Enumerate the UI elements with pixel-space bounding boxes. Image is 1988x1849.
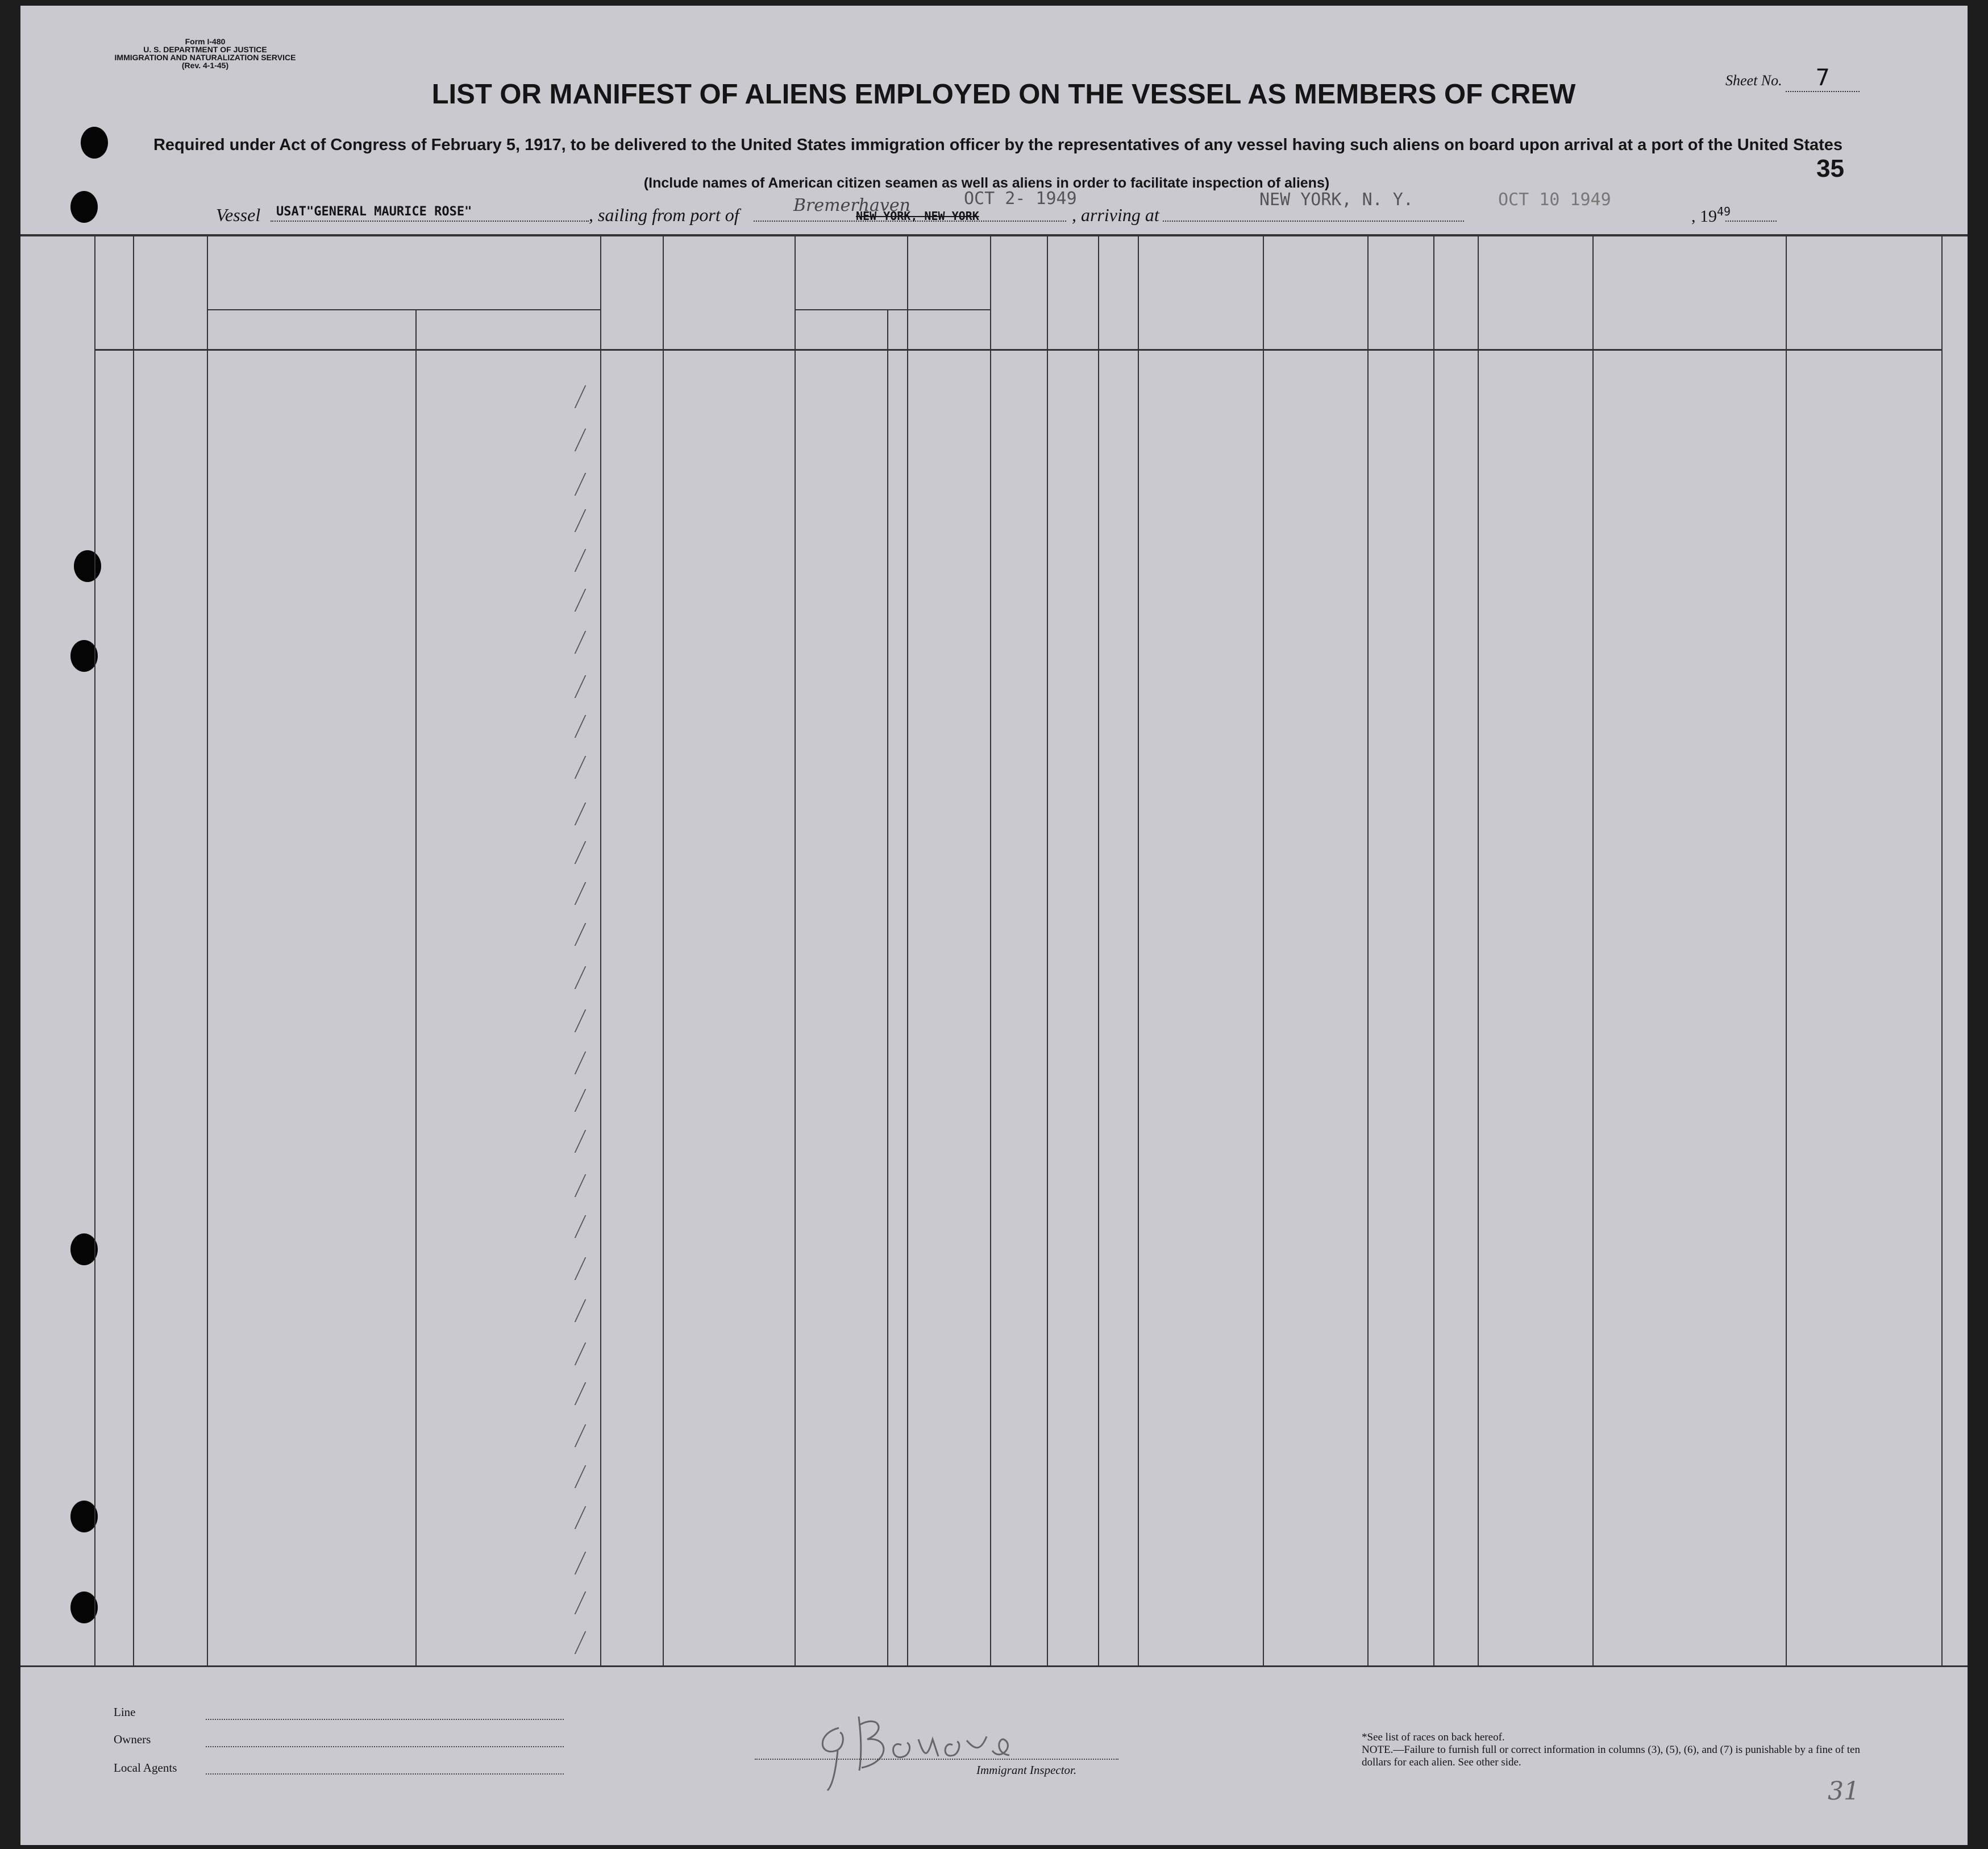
check-mark	[575, 923, 606, 946]
column-header-label	[1436, 265, 1475, 346]
column-header-label	[602, 265, 660, 346]
column-number	[1592, 248, 1786, 265]
page-title: LIST OR MANIFEST OF ALIENS EMPLOYED ON THE VESSEL AS MEMBERS OF CREW	[431, 79, 1576, 110]
column-header-label	[1370, 265, 1431, 346]
check-mark	[575, 1089, 606, 1112]
check-mark	[575, 1506, 606, 1529]
check-mark	[575, 1343, 606, 1365]
check-mark	[575, 509, 606, 532]
year-field: , $19^{49}$	[1691, 205, 1731, 226]
check-mark	[575, 1215, 606, 1238]
arriving-label: , arriving at	[1072, 205, 1159, 225]
check-mark	[575, 966, 606, 989]
dotted-line	[1725, 221, 1777, 222]
column-subheader-label	[795, 310, 887, 347]
check-mark	[575, 631, 606, 654]
inclusion-note: (Include names of American citizen seamen as well as aliens in order to facilitate inspection of aliens)	[643, 175, 1330, 191]
vessel-label: Vessel	[216, 205, 261, 225]
table-row	[20, 626, 1968, 670]
table-row	[20, 1211, 1968, 1254]
check-mark	[575, 841, 606, 864]
column-number	[907, 248, 990, 265]
requirement-text: Required under Act of Congress of February 5, 1917, to be delivered to the United States immigration officer by the representatives of any vessel having such aliens on board upon arrival at a port of the United States	[153, 136, 1843, 154]
punch-hole	[81, 127, 108, 159]
check-mark	[575, 1299, 606, 1322]
table-row	[20, 962, 1968, 1005]
table-row	[20, 710, 1968, 754]
column-subheader-label	[887, 310, 907, 347]
sailing-date-stamp: OCT 2- 1949	[964, 189, 1077, 209]
column-number	[1098, 248, 1138, 265]
table-row	[20, 837, 1968, 880]
check-mark	[575, 1552, 606, 1574]
check-mark	[575, 675, 606, 698]
column-header-label	[1595, 265, 1783, 346]
table-row	[20, 381, 1968, 424]
column-header-label	[1140, 265, 1261, 346]
check-mark	[575, 1052, 606, 1074]
column-header-label	[665, 265, 792, 346]
column-number	[1433, 248, 1478, 265]
vessel-name: USAT"GENERAL MAURICE ROSE"	[276, 205, 472, 219]
check-mark	[575, 1130, 606, 1153]
table-row	[20, 1461, 1968, 1504]
dotted-line	[206, 1719, 564, 1720]
column-number	[990, 248, 1047, 265]
check-mark	[575, 429, 606, 451]
column-number	[1047, 248, 1098, 265]
table-row	[20, 1547, 1968, 1590]
table-row	[20, 584, 1968, 628]
column-header-label	[992, 265, 1045, 346]
table-row	[20, 1125, 1968, 1169]
table-row	[20, 505, 1968, 548]
column-header-label	[1049, 265, 1096, 346]
table-row	[20, 1587, 1968, 1630]
check-mark	[575, 1592, 606, 1614]
check-mark	[575, 882, 606, 905]
header-bottom-rule	[94, 349, 1941, 351]
inspector-label: Immigrant Inspector.	[976, 1763, 1077, 1777]
line-label: Line	[114, 1705, 136, 1719]
footnote: *See list of races on back hereof. NOTE.—Failure to furnish full or correct information in columns (3), (5), (6), and (7) is punishable by a fine of ten dollars for each alien. See other side.	[1362, 1731, 1860, 1768]
check-mark	[575, 1009, 606, 1032]
column-header-label	[1265, 265, 1365, 346]
table-row	[20, 878, 1968, 921]
column-number	[600, 248, 663, 265]
table-row	[20, 798, 1968, 841]
check-mark	[575, 1465, 606, 1488]
table-row	[20, 919, 1968, 962]
form-identifier: Form I-480 U. S. DEPARTMENT OF JUSTICE IMMIGRATION AND NATURALIZATION SERVICE (Rev. 4-1-45)	[114, 37, 296, 70]
owners-label: Owners	[114, 1732, 151, 1746]
column-number	[1263, 248, 1367, 265]
table-row	[20, 1295, 1968, 1338]
column-header-label	[1788, 265, 1939, 346]
column-number	[133, 248, 207, 265]
check-mark	[575, 1382, 606, 1405]
check-mark	[575, 385, 606, 408]
check-mark	[575, 1424, 606, 1447]
local-agents-label: Local Agents	[114, 1761, 177, 1775]
dotted-line	[271, 221, 589, 222]
arrival-port-stamp: NEW YORK, N. Y.	[1259, 190, 1413, 210]
column-subheader-label	[415, 310, 600, 347]
check-mark	[575, 803, 606, 825]
column-number	[94, 248, 133, 265]
dotted-line	[206, 1746, 564, 1747]
table-row	[20, 1047, 1968, 1090]
dotted-line	[1163, 221, 1464, 222]
check-mark	[575, 473, 606, 496]
table-row	[20, 1170, 1968, 1213]
column-header-label	[1100, 265, 1136, 346]
column-number	[1478, 248, 1592, 265]
column-header-label	[135, 265, 205, 346]
column-header-label	[97, 265, 131, 346]
check-mark	[575, 1631, 606, 1654]
check-mark	[575, 549, 606, 572]
table-row	[20, 1338, 1968, 1381]
port-of-sailing: NEW YORK, NEW YORK	[856, 209, 979, 223]
handwritten-port: Bremerhaven	[793, 196, 910, 215]
column-number	[1367, 248, 1433, 265]
column-number	[795, 248, 907, 265]
manifest-sheet	[20, 6, 1968, 1845]
dotted-line	[206, 1773, 564, 1775]
table-row	[20, 751, 1968, 795]
table-row	[20, 1378, 1968, 1421]
sheet-number: Sheet No. 7	[1725, 65, 1860, 92]
table-row	[20, 671, 1968, 714]
table-row	[20, 1420, 1968, 1463]
table-row	[20, 1253, 1968, 1296]
table-row	[20, 1627, 1968, 1670]
check-mark	[575, 715, 606, 738]
table-row	[20, 1005, 1968, 1048]
table-row	[20, 424, 1968, 467]
inspector-signature	[805, 1705, 1078, 1796]
dotted-line	[755, 1759, 1118, 1760]
check-mark	[575, 756, 606, 779]
check-mark	[575, 589, 606, 612]
column-header-label	[1480, 265, 1590, 346]
punch-hole	[70, 191, 98, 223]
column-number	[663, 248, 795, 265]
column-header-label	[795, 265, 907, 308]
table-top-rule	[20, 234, 1968, 236]
check-mark	[575, 1174, 606, 1197]
sailing-label: , sailing from port of	[589, 205, 739, 225]
column-header-label	[207, 265, 600, 308]
column-number	[1138, 248, 1263, 265]
handwritten-number: 31	[1828, 1777, 1860, 1806]
table-row	[20, 1502, 1968, 1545]
column-header-label	[909, 265, 988, 346]
column-number	[207, 248, 600, 265]
column-number	[1786, 248, 1941, 265]
stamped-page-number: 35	[1816, 155, 1844, 182]
table-row	[20, 545, 1968, 588]
arrival-date-stamp: OCT 10 1949	[1498, 190, 1611, 210]
column-subheader-label	[207, 310, 415, 347]
table-row	[20, 1085, 1968, 1128]
check-mark	[575, 1257, 606, 1280]
